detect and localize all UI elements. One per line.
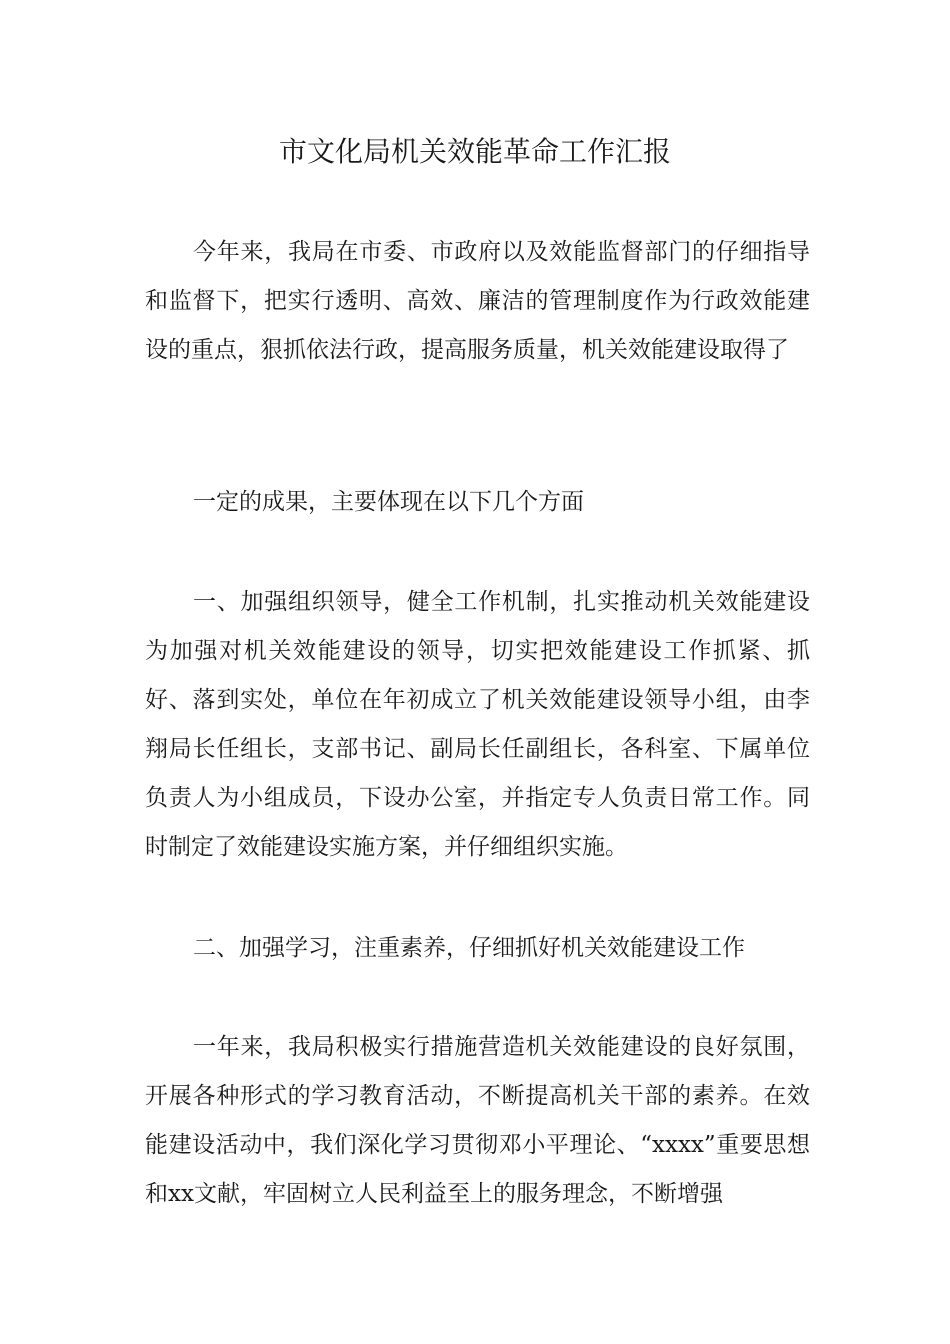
document-title: 市文化局机关效能革命工作汇报 [278, 135, 671, 168]
paragraph-intro: 今年来，我局在市委、市政府以及效能监督部门的仔细指导和监督下，把实行透明、高效、廉洁的管理制度作为行政效能建设的重点，狠抓依法行政，提高服务质量，机关效能建设取得了 [145, 239, 810, 363]
paragraph-intro-continued: 一定的成果，主要体现在以下几个方面 [193, 489, 584, 515]
paragraph-section-two-heading: 二、加强学习，注重素养，仔细抓好机关效能建设工作 [193, 935, 745, 961]
paragraph-section-one: 一、加强组织领导，健全工作机制，扎实推动机关效能建设为加强对机关效能建设的领导，切实把效能建设工作抓紧、抓好、落到实处，单位在年初成立了机关效能建设领导小组，由李翔局长任组长，支部书记、副局长任副组长，各科室、下属单位负责人为小组成员，下设办公室，并指定专人负责日常工作。同时制定了效能建设实施方案，并仔细组织实施。 [145, 589, 810, 860]
paragraph-section-two-body: 一年来，我局积极实行措施营造机关效能建设的良好氛围，开展各种形式的学习教育活动，不断提高机关干部的素养。在效能建设活动中，我们深化学习贯彻邓小平理论、“xxxx”重要思想和xx文献，牢固树立人民利益至上的服务理念，不断增强 [145, 1034, 810, 1207]
